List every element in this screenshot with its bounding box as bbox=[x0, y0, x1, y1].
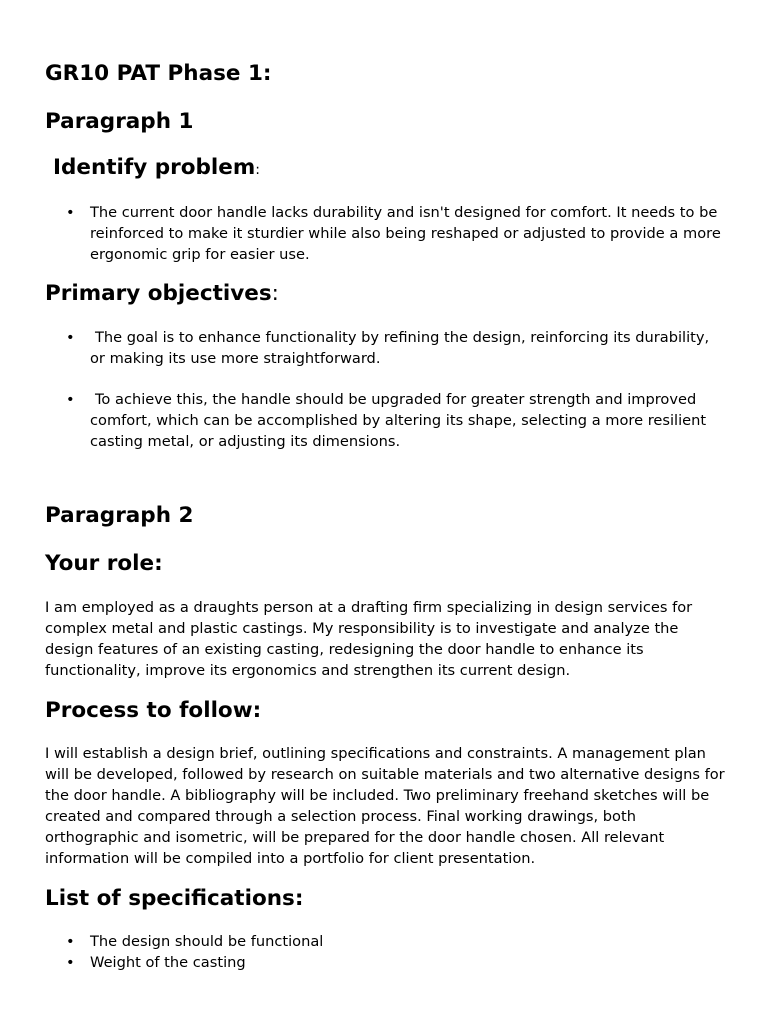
your-role-heading: Your role: bbox=[45, 551, 163, 576]
document-title: GR10 PAT Phase 1: bbox=[45, 61, 272, 86]
paragraph-1-heading: Paragraph 1 bbox=[45, 109, 194, 134]
identify-problem-label: Identify problem bbox=[53, 155, 256, 180]
specifications-heading: List of specifications: bbox=[45, 886, 304, 911]
primary-objectives-colon: : bbox=[271, 281, 279, 306]
objective-bullet-1: The goal is to enhance functionality by refining the design, reinforcing its durability, or making its use more straightforward. bbox=[90, 329, 710, 367]
objective-bullet-2: To achieve this, the handle should be upgraded for greater strength and improved comfort, which can be accomplished by altering its shape, selecting a more resilient casting metal, or adjusting its dimensions. bbox=[90, 391, 707, 450]
bullet-marker: • bbox=[66, 204, 75, 221]
bullet-marker: • bbox=[66, 329, 75, 346]
process-text: I will establish a design brief, outlining specifications and constraints. A management plan will be developed, followed by research on suitable materials and two alternative designs for the door handle. A bibliography will be included. Two preliminary freehand sketches will be created and compared through a selection process. Final working drawings, both orthographic and isometric, will be prepared for the door handle chosen. All relevant information will be compiled into a portfolio for client presentation. bbox=[45, 745, 725, 867]
bullet-marker: • bbox=[66, 391, 75, 408]
primary-objectives-heading bbox=[45, 281, 279, 307]
specification-item: Weight of the casting bbox=[90, 954, 246, 971]
bullet-marker: • bbox=[66, 954, 75, 971]
primary-objectives-label: Primary objectives bbox=[45, 281, 272, 306]
bullet-marker: • bbox=[66, 933, 75, 950]
paragraph-2-heading: Paragraph 2 bbox=[45, 503, 194, 528]
process-heading: Process to follow: bbox=[45, 698, 262, 723]
identify-problem-colon: : bbox=[255, 162, 261, 178]
identify-problem-bullet: The current door handle lacks durability and isn't designed for comfort. It needs to be reinforced to make it sturdier while also being reshaped or adjusted to provide a more ergonomic grip for easier use. bbox=[90, 204, 721, 263]
your-role-text: I am employed as a draughts person at a drafting firm specializing in design services for complex metal and plastic castings. My responsibility is to investigate and analyze the design features of an existing casting, redesigning the door handle to enhance its functionality, improve its ergonomics and strengthen its current design. bbox=[45, 599, 693, 679]
identify-problem-heading bbox=[53, 155, 260, 183]
specification-item: The design should be functional bbox=[90, 933, 324, 950]
